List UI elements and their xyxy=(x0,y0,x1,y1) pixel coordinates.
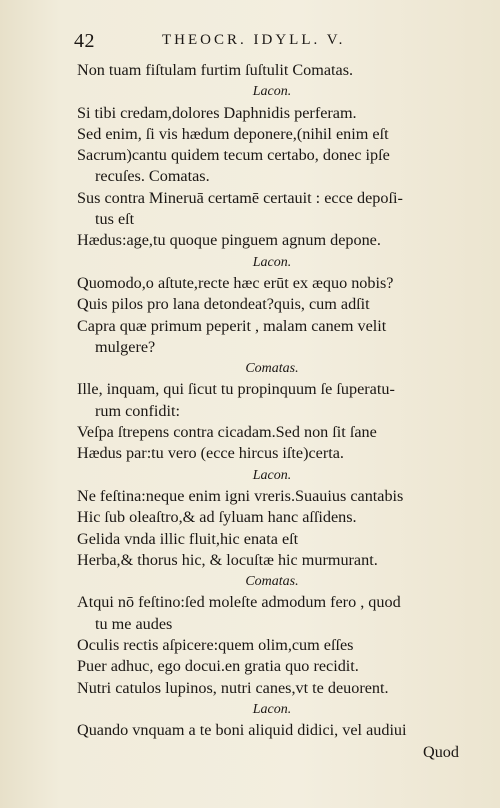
speaker-heading: Lacon. xyxy=(252,84,292,100)
text-line: Nutri catulos lupinos, nutri canes,vt te deuorent. xyxy=(77,678,389,697)
catchword: Quod xyxy=(423,742,459,761)
speaker-heading: Lacon. xyxy=(252,467,292,483)
text-line: Puer adhuc, ego docui.en gratia quo recidit. xyxy=(77,657,359,676)
speaker-heading: Lacon. xyxy=(252,701,292,717)
text-line: Non tuam fiſtulam furtim ſuſtulit Comatas. xyxy=(77,61,354,79)
text-line: Sacrum)cantu quidem tecum certabo, donec ipſe xyxy=(77,146,390,165)
text-line: Gelida vnda illic fluit,hic enata eſt xyxy=(77,529,299,548)
running-title: THEOCR. IDYLL. V. xyxy=(162,32,346,48)
text-line: rum confidit: xyxy=(95,401,180,420)
text-line: recuſes. Comatas. xyxy=(95,167,210,186)
text-line: Hædus par:tu vero (ecce hircus iſte)certa. xyxy=(77,444,344,463)
text-line: tus eſt xyxy=(95,210,135,229)
text-line: Capra quæ primum peperit , malam canem velit xyxy=(77,316,387,335)
text-line: Quis pilos pro lana detondeat?quis, cum adſit xyxy=(77,295,370,314)
text-line: Ille, inquam, qui ſicut tu propinquum ſe ſuperatu- xyxy=(77,380,395,399)
text-line: Herba,& thorus hic, & locuſtæ hic murmurant. xyxy=(77,550,378,569)
text-line: Atqui nō feſtino:ſed moleſte admodum fero , quod xyxy=(77,593,401,612)
text-line: Sus contra Mineruā certamē certauit : ecce depoſi- xyxy=(77,188,403,207)
text-line: Oculis rectis aſpicere:quem olim,cum eſſes xyxy=(77,636,354,655)
text-line: Quomodo,o aſtute,recte hæc erūt ex æquo nobis? xyxy=(77,273,394,292)
text-line: Hic ſub oleaſtro,& ad ſyluam hanc aſſidens. xyxy=(77,508,357,527)
text-line: Veſpa ſtrepens contra cicadam.Sed non ſit ſane xyxy=(77,423,377,442)
text-line: Si tibi credam,dolores Daphnidis perferam. xyxy=(77,103,357,122)
text-line: Quando vnquam a te boni aliquid didici, vel audiui xyxy=(77,721,407,740)
text-line: mulgere? xyxy=(95,337,156,356)
page-number: 42 xyxy=(74,30,95,52)
text-block xyxy=(77,60,467,763)
text-line: tu me audes xyxy=(95,614,173,633)
text-line: Sed enim, ſi vis hædum deponere,(nihil enim eſt xyxy=(77,124,389,143)
speaker-heading: Comatas. xyxy=(245,361,299,377)
speaker-heading: Lacon. xyxy=(252,254,292,270)
text-line: Hædus:age,tu quoque pinguem agnum depone. xyxy=(77,231,381,250)
text-line: Ne feſtina:neque enim igni vreris.Suauius cantabis xyxy=(77,486,404,505)
speaker-heading: Comatas. xyxy=(245,574,299,590)
